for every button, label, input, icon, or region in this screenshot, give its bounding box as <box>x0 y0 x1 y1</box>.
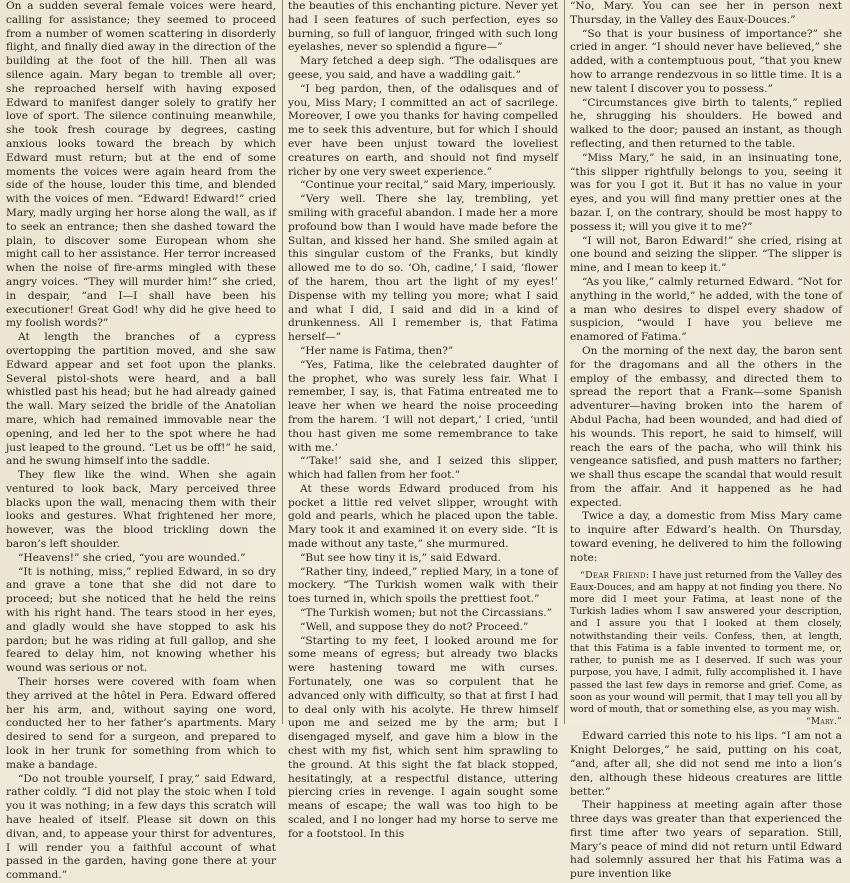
paragraph: Their horses were covered with foam when they arrived at the hôtel in Pera. Edward offered her his arm, and, without saying one word, conducted her to her father’s apartments. Mary desired to send for a surgeon, and prepared to look in her trunk for something from which to make a bandage. <box>6 676 276 771</box>
text-column-3 <box>570 0 842 881</box>
paragraph: “Well, and suppose they do not? Proceed.” <box>300 620 529 633</box>
paragraph: “Circumstances give birth to talents,” replied he, shrugging his shoulders. He bowed and walked to the door; paused an instant, as though reflecting, and then returned to the table. <box>570 96 842 150</box>
paragraph: Their happiness at meeting again after those three days was greater than that experienced the first time after two years of separation. Still, Mary’s peace of mind did not return until Edward had solemnly assured her that his Fatima was a pure invention like <box>570 799 842 881</box>
paragraph: “Her name is Fatima, then?” <box>300 344 454 357</box>
letter-signature: “Mary.” <box>805 717 842 728</box>
paragraph: “The Turkish women; but not the Circassians.” <box>300 607 553 620</box>
paragraph: “Heavens!” she cried, “you are wounded.” <box>18 551 246 564</box>
paragraph: On a sudden several female voices were heard, calling for assistance; they seemed to proceed from a number of women scattering in disorderly flight, and finally died away in the direction of the building at the foot of the hill. Then all was silence again. Mary began to tremble all over; she reproached herself with having exposed Edward to manifest danger solely to gratify her love of sport. The silence continuing meanwhile, she took fresh courage by degrees, casting anxious looks toward the breach by which Edward must return; but at the end of some moments the voices were again heard from the side of the house, louder this time, and blended with the voices of men. “Edward! Edward!” cried Mary, madly urging her horse along the wall, as if to seek an entrance; then she dashed toward the plain, to discover some European whom she might call to her assistance. Her terror increased when the noise of fire-arms mingled with these angry voices. “They will murder him!” she cried, in despair, “and I—I shall have been his executioner! Great God! why did he give heed to my foolish words?” <box>6 0 276 330</box>
quoted-letter <box>570 570 842 729</box>
paragraph: “‘Take!’ said she, and I seized this slipper, which had fallen from her foot.” <box>288 455 558 482</box>
paragraph: “Miss Mary,” he said, in an insinuating tone, “this slipper rightfully belongs to you, seeing it was for you I got it. But it has no value in your eyes, and you will find many prettier ones at the bazar. I, on the contrary, should be most happy to possess it; will you give it to me?” <box>570 151 842 233</box>
text-column-1 <box>6 0 276 882</box>
paragraph: “But see how tiny it is,” said Edward. <box>300 551 501 564</box>
paragraph: At length the branches of a cypress overtopping the partition moved, and she saw Edward appear and set foot upon the planks. Several pistol-shots were heard, and a ball whistled past his head; but he had already gained the wall. Mary seized the bridle of the Anatolian mare, which had remained immovable near the opening, and led her to the spot where he had just leaped to the ground. “Let us be off!” he said, and he swung himself into the saddle. <box>6 331 276 468</box>
paragraph: “Yes, Fatima, like the celebrated daughter of the prophet, who was surely less fair. What I remember, I say, is, that Fatima entreated me to leave her when we heard the noise proceeding from the harem. ‘I will not depart,’ I cried, ‘until thou hast given me some remembrance to take with me.’ <box>288 358 558 454</box>
paragraph: On the morning of the next day, the baron sent for the dragomans and all the others in the employ of the embassy, and directed them to spread the report that a Frank—some Spanish adventurer—having broken into the harem of Abdul Pacha, had been wounded, and had died of his wounds. This report, he said to himself, will reach the ears of the pacha, who will think his vengeance satisfied, and push matters no farther; we shall thus escape the scandal that would result from the affair. And it happened as he had expected. <box>570 344 842 509</box>
letter-body <box>570 570 842 716</box>
letter-text: I have just returned from the Valley des Eaux-Douces, and am happy at not finding you there. No more did I meet your Fatima, at least none of the Turkish ladies whom I saw answered your description, and I assure you that I looked at them closely, notwithstanding their veils. Confess, then, at length, that this Fatima is a fable invented to torment me, or, rather, to punish me as I deserved. If such was your purpose, you have, I admit, fully accomplished it. I have passed the last few days in remorse and grief. Come, as soon as your wound will permit, that I may tell you all by word of mouth, that or something else, as you may wish. <box>570 569 842 715</box>
paragraph: Mary fetched a deep sigh. “The odalisques are geese, you said, and have a waddling gait.” <box>288 55 558 81</box>
column-divider <box>564 0 565 724</box>
paragraph: “It is nothing, miss,” replied Edward, in so dry and grave a tone that she did not dare to proceed; but she noticed that he held the reins with his right hand. The tears stood in her eyes, and gladly would she have stopped to ask his pardon; but he was riding at full gallop, and she feared to delay him, not knowing whether his wound was serious or not. <box>6 565 276 675</box>
paragraph: the beauties of this enchanting picture. Never yet had I seen features of such perfection, eyes so burning, so full of languor, fringed with such long eyelashes, never so splendid a figure—” <box>288 0 558 54</box>
paragraph: “Continue your recital,” said Mary, imperiously. <box>300 179 556 192</box>
paragraph: “Starting to my feet, I looked around me for some means of egress; but already two blacks were hastening toward me with curses. Fortunately, one was so corpulent that he advanced only with difficulty, so that at first I had to deal only with his acolyte. He threw himself upon me and seized me by the arm; but I disengaged myself, and gave him a blow in the chest with my fist, which sent him sprawling to the ground. At this sight the fat black stopped, hesitatingly, at a respectful distance, uttering piercing cries in revenge. I again sought some means of escape; the wall was too high to be scaled, and I no longer had my horse to serve me for a footstool. In this <box>288 634 558 840</box>
paragraph: “As you like,” calmly returned Edward. “Not for anything in the world,” he added, with the tone of a man who desires to dispel every shadow of suspicion, “would I have you believe me enamored of Fatima.” <box>570 275 842 344</box>
paragraph: Twice a day, a domestic from Miss Mary came to inquire after Edward’s health. On Thursday, toward evening, he delivered to him the following note: <box>570 510 842 564</box>
letter-salutation: “Dear Friend: <box>580 569 650 581</box>
paragraph: “Do not trouble yourself, I pray,” said Edward, rather coldly. “I did not play the stoic when I told you it was nothing; in a few days this scratch will have healed of itself. Please sit down on this divan, and, to appease your thirst for adventures, I will render you a faithful account of what passed in the garden, having gone there at your command.” <box>6 772 276 882</box>
paragraph: At these words Edward produced from his pocket a little red velvet slipper, wrought with gold and pearls, which he placed upon the table. Mary took it and examined it on every side. “It is made without any taste,” she murmured. <box>288 482 558 551</box>
paragraph: “Very well. There she lay, trembling, yet smiling with graceful abandon. I made her a more profound bow than I would have made before the Sultan, and kissed her hand. She smiled again at this singular custom of the Franks, but kindly allowed me to do so. ‘Oh, cadine,’ I said, ‘flower of the harem, thou art the light of my eyes!’ Dispense with my telling you more; what I said and what I did, I said and did in a kind of drunkenness. All I remember is, that Fatima herself—” <box>288 193 558 344</box>
paragraph: “I will not, Baron Edward!” she cried, rising at one bound and seizing the slipper. “The slipper is mine, and I mean to keep it.” <box>570 234 842 275</box>
paragraph: “Rather tiny, indeed,” replied Mary, in a tone of mockery. “The Turkish women walk with their toes turned in, which spoils the prettiest foot.” <box>288 565 558 606</box>
paragraph: “I beg pardon, then, of the odalisques and of you, Miss Mary; I committed an act of sacrilege. Moreover, I owe you thanks for having compelled me to seek this adventure, but for which I should ever have been unjust toward the loveliest creatures on earth, and should not find myself richer by one very sweet experience.” <box>288 82 558 178</box>
paragraph: Edward carried this note to his lips. “I am not a Knight Delorges,” he said, putting on his coat, “and, after all, she did not send me into a lion’s den, although these hideous creatures are little better.” <box>570 730 842 798</box>
text-column-2 <box>288 0 558 840</box>
paragraph: “No, Mary. You can see her in person next Thursday, in the Valley des Eaux-Douces.” <box>570 0 842 26</box>
paragraph: “So that is your business of importance?” she cried in anger. “I should never have believed,” she added, with a contemptuous pout, “that you knew how to arrange rendezvous in so little time. It is a new talent I discover you to possess.” <box>570 27 842 95</box>
column-divider <box>282 0 283 724</box>
paragraph: They flew like the wind. When she again ventured to look back, Mary perceived three blacks upon the wall, menacing them with their looks and gestures. What frightened her more, however, was the blood trickling down the baron’s left shoulder. <box>6 469 276 551</box>
